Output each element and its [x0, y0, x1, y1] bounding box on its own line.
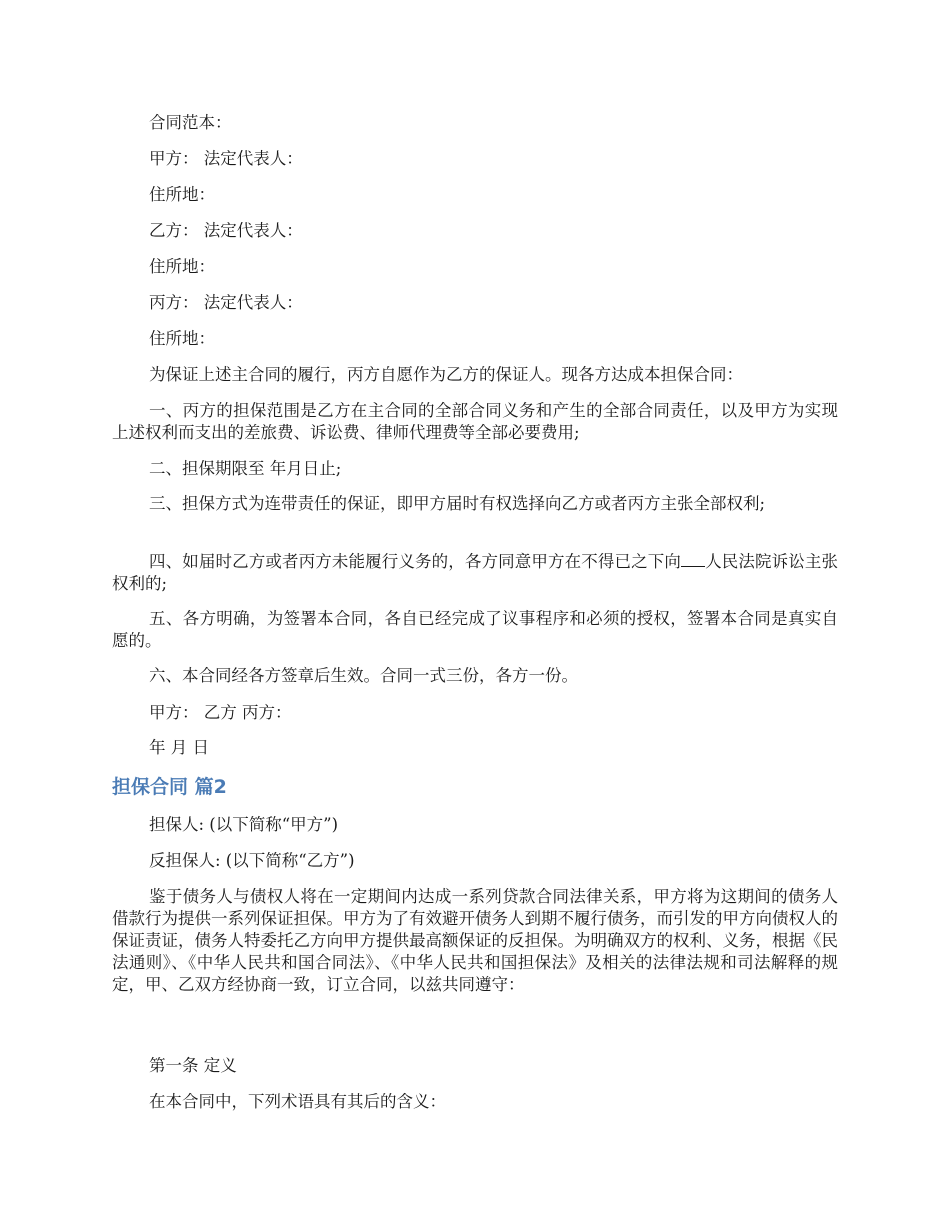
clause-3: 三、担保方式为连带责任的保证，即甲方届时有权选择向乙方或者丙方主张全部权利; — [149, 494, 766, 513]
address-b: 住所地： — [149, 257, 215, 276]
counter-guarantor-line: 反担保人: (以下简称“乙方”) — [149, 851, 355, 870]
clause-4-text-before: 四、如届时乙方或者丙方未能履行义务的，各方同意甲方在不得已之下向 — [149, 552, 681, 571]
address-c: 住所地： — [149, 329, 215, 348]
article-1-intro: 在本合同中，下列术语具有其后的含义： — [149, 1092, 446, 1111]
address-a: 住所地： — [149, 185, 215, 204]
party-b-line: 乙方： 法定代表人： — [149, 221, 303, 240]
intro-paragraph: 为保证上述主合同的履行，丙方自愿作为乙方的保证人。现各方达成本担保合同： — [149, 365, 743, 384]
blank-underline — [681, 552, 705, 567]
sample-label: 合同范本： — [149, 113, 232, 132]
clause-4 — [112, 551, 838, 595]
article-1-title: 第一条 定义 — [149, 1056, 237, 1075]
clause-4-text-after: 人民法院诉讼主张权利的; — [112, 552, 838, 593]
clause-1: 一、丙方的担保范围是乙方在主合同的全部合同义务和产生的全部合同责任，以及甲方为实现上述权利而支出的差旅费、诉讼费、律师代理费等全部必要费用; — [112, 401, 838, 442]
party-c-line: 丙方： 法定代表人： — [149, 293, 303, 312]
clause-6: 六、本合同经各方签章后生效。合同一式三份，各方一份。 — [149, 666, 578, 685]
party-a-line: 甲方： 法定代表人： — [149, 149, 303, 168]
signature-line: 甲方： 乙方 丙方： — [149, 703, 292, 722]
date-line: 年 月 日 — [149, 738, 209, 757]
clause-2: 二、担保期限至 年月日止; — [149, 459, 342, 478]
preamble-paragraph: 鉴于债务人与债权人将在一定期间内达成一系列贷款合同法律关系，甲方将为这期间的债务人借款行为提供一系列保证担保。甲方为了有效避开债务人到期不履行债务，而引发的甲方向债权人的保证责证，债务人特委托乙方向甲方提供最高额保证的反担保。为明确双方的权利、义务，根据《民法通则》、《中华人民共和国合同法》、《中华人民共和国担保法》及相关的法律法规和司法解释的规定，甲、乙双方经协商一致，订立合同，以兹共同遵守： — [112, 887, 838, 994]
section-heading: 担保合同 篇2 — [112, 776, 227, 798]
clause-5: 五、各方明确，为签署本合同，各自已经完成了议事程序和必须的授权，签署本合同是真实自愿的。 — [112, 609, 838, 650]
guarantor-line: 担保人: (以下简称“甲方”) — [149, 815, 339, 834]
